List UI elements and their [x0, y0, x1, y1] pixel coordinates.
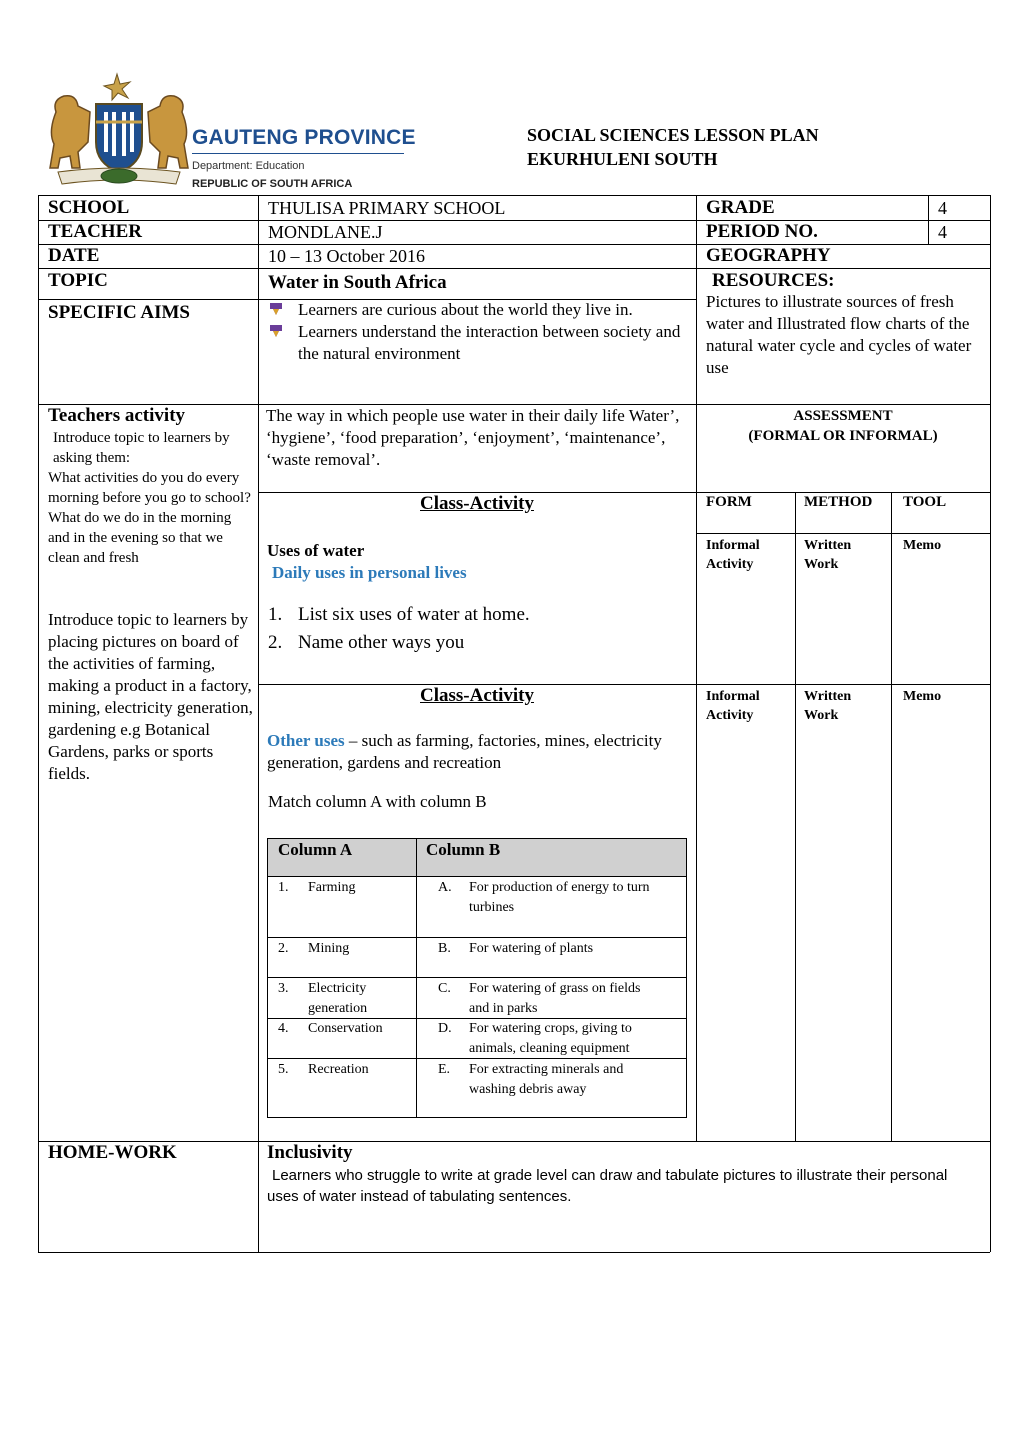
resources-text: Pictures to illustrate sources of fresh water and Illustrated flow charts of the natural water cycle and cycles of water use	[706, 292, 972, 377]
teachers-intro-pictures: Introduce topic to learners by placing pictures on board of the activities of farming, making a product in a factory, mining, electricity generation, gardening e.g Botanical Gardens, parks or sports fields.	[48, 610, 253, 783]
school-value: THULISA PRIMARY SCHOOL	[268, 198, 506, 218]
province-name: GAUTENG PROVINCE	[192, 126, 416, 149]
specific-aims-list	[266, 299, 686, 365]
task-item: 1. List six uses of water at home.	[268, 604, 530, 625]
row-letter: E.	[438, 1062, 451, 1077]
assessment-title: ASSESSMENT	[793, 408, 893, 424]
column-b-cell: For production of energy to turn turbines	[469, 880, 650, 915]
task-text: Name other ways you	[298, 632, 465, 653]
row-number: 1.	[278, 880, 289, 895]
row-number: 4.	[278, 1021, 289, 1036]
question-morning: What activities do you do every morning before you go to school?	[48, 470, 251, 506]
assessment-tool-2: Memo	[903, 689, 942, 704]
column-a-cell: Mining	[308, 941, 350, 956]
tool-header: TOOL	[903, 494, 947, 510]
assessment-tool-1: Memo	[903, 538, 942, 553]
period-label: PERIOD NO.	[706, 221, 818, 242]
teacher-label: TEACHER	[48, 221, 142, 242]
other-uses-label: Other uses	[267, 731, 345, 750]
period-value: 4	[938, 222, 947, 242]
brand-rule	[192, 153, 404, 154]
teachers-intro	[48, 428, 253, 568]
column-b-header: Column B	[426, 840, 501, 859]
assessment-method-2: Written Work	[804, 689, 852, 723]
topic-label: TOPIC	[48, 270, 108, 291]
specific-aims-label: SPECIFIC AIMS	[48, 302, 190, 323]
class-activity-title-1: Class-Activity	[420, 493, 534, 514]
row-number: 5.	[278, 1062, 289, 1077]
aim-text: Learners are curious about the world they live in.	[298, 300, 633, 319]
column-b-cell: For extracting minerals and washing debris away	[469, 1062, 624, 1097]
row-number: 2.	[278, 941, 289, 956]
date-value: 10 – 13 October 2016	[268, 246, 425, 266]
intro-prompt: Introduce topic to learners by asking them:	[53, 430, 230, 466]
teacher-value: MONDLANE.J	[268, 222, 383, 242]
row-number: 3.	[278, 981, 289, 996]
district-title: EKURHULENI SOUTH	[527, 149, 718, 169]
column-a-cell: Electricity generation	[308, 981, 368, 1016]
column-a-header: Column A	[278, 840, 353, 859]
assessment-form-2: Informal Activity	[706, 689, 760, 723]
match-instruction: Match column A with column B	[268, 792, 487, 811]
teachers-activity-label: Teachers activity	[48, 405, 186, 426]
aim-text: Learners understand the interaction between society and the natural environment	[298, 322, 681, 363]
grade-value: 4	[938, 198, 947, 218]
department-name: Department: Education	[192, 160, 305, 172]
question-clean: What do we do in the morning and in the evening so that we clean and fresh	[48, 510, 232, 566]
resources-label: RESOURCES:	[712, 270, 835, 291]
school-label: SCHOOL	[48, 197, 130, 218]
subject-label: GEOGRAPHY	[706, 245, 831, 266]
topic-value: Water in South Africa	[268, 272, 447, 293]
table-row	[278, 878, 289, 898]
daily-uses-heading: Daily uses in personal lives	[272, 563, 467, 582]
date-label: DATE	[48, 245, 100, 266]
column-b-cell: For watering of grass on fields and in parks	[469, 981, 641, 1016]
task-list	[268, 601, 530, 657]
form-header: FORM	[706, 494, 752, 510]
assessment-heading	[696, 406, 990, 446]
other-uses-paragraph	[267, 730, 687, 774]
column-a-cell: Recreation	[308, 1062, 369, 1077]
lesson-plan-title: SOCIAL SCIENCES LESSON PLAN	[527, 125, 819, 145]
province-branding	[192, 126, 416, 190]
row-letter: C.	[438, 981, 451, 996]
row-letter: B.	[438, 941, 451, 956]
assessment-method-1: Written Work	[804, 538, 852, 572]
method-header: METHOD	[804, 494, 873, 510]
row-letter: A.	[438, 880, 452, 895]
aim-item	[266, 321, 686, 365]
column-b-cell: For watering crops, giving to animals, cleaning equipment	[469, 1021, 632, 1056]
column-b-cell: For watering of plants	[469, 941, 594, 956]
row-letter: D.	[438, 1021, 452, 1036]
aim-item	[266, 299, 686, 321]
column-a-cell: Conservation	[308, 1021, 383, 1036]
assessment-subtitle: (FORMAL OR INFORMAL)	[748, 428, 938, 444]
uses-of-water-heading: Uses of water	[267, 541, 365, 560]
match-table	[267, 838, 687, 1118]
arrow-down-bullet-icon	[269, 302, 283, 316]
column-a-cell: Farming	[308, 880, 356, 895]
inclusivity-label: Inclusivity	[267, 1142, 353, 1163]
task-item: 2. Name other ways you	[268, 632, 465, 653]
task-text: List six uses of water at home.	[298, 604, 530, 625]
inclusivity-text: Learners who struggle to write at grade level can draw and tabulate pictures to illustrate their personal uses of water instead of tabulating sentences.	[267, 1167, 948, 1205]
country-name: REPUBLIC OF SOUTH AFRICA	[192, 178, 353, 190]
arrow-down-bullet-icon	[269, 324, 283, 338]
homework-label: HOME-WORK	[48, 1142, 177, 1163]
assessment-form-1: Informal Activity	[706, 538, 760, 572]
class-activity-title-2: Class-Activity	[420, 685, 534, 706]
coat-of-arms-icon	[44, 72, 194, 190]
other-uses-text: – such as farming, factories, mines, electricity generation, gardens and recreation	[267, 731, 662, 772]
water-use-intro: The way in which people use water in their daily life Water’, ‘hygiene’, ‘food preparation’, ‘enjoyment’, ‘maintenance’, ‘waste removal’.	[266, 406, 680, 469]
grade-label: GRADE	[706, 197, 775, 218]
